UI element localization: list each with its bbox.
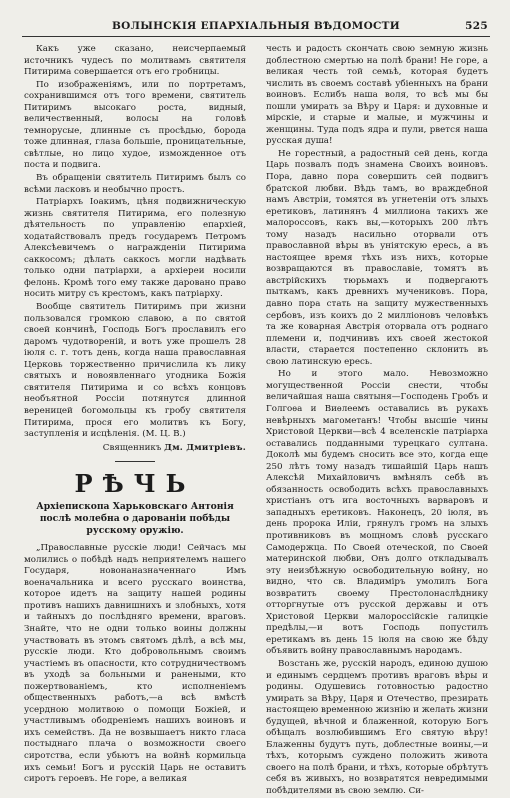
signature-name: Дм. Дмитріевъ. bbox=[164, 442, 246, 453]
left-column bbox=[24, 44, 246, 785]
speech-subtitle: Архіепископа Харьковскаго Антонія послѣ молебна о дарованіи побѣды русскому оружію. bbox=[36, 501, 234, 537]
section-divider bbox=[115, 461, 155, 462]
speech-title: РѢЧЬ bbox=[74, 469, 196, 499]
paragraph: По изображеніямъ, или по портретамъ, сохранившимся отъ того времени, святитель Питиримъ высокаго роста, видный, величественный, волосы на головѣ темнорусые, длинные съ просѣдью, борода тоже длинная, глаза большіе, проницательные, свѣтлые, но лицо худое, изможденное отъ поста и подвига. bbox=[24, 79, 246, 171]
paragraph: Не горестный, а радостный сей день, когда Царь позвалъ подъ знамена Своихъ воиновъ. Пора, давно пора совершить сей подвигъ братской любви. Вѣдь тамъ, во враждебной намъ Австріи, томятся въ угнетеніи отъ злыхъ еретиковъ, латинянъ 4 миллиона такихъ же малороссовъ, какъ вы,—которыхъ 200 лѣтъ тому назадъ насильно оторвали отъ православной вѣры въ унiятскую ересь, а въ настоящее время тѣхъ изъ нихъ, которые возвращаются въ православіе, томятъ въ австрійскихъ тюрьмахъ и подвергаютъ пыткамъ, какъ древнихъ мучениковъ. Пора, давно пора стать на защиту мужественныхъ сербовъ, изъ коихъ до 2 милліоновъ человѣкъ та же коварная Австрія оторвала отъ роднаго племени и, подчинивъ ихъ своей жестокой власти, старается постепенно склонить въ свою латинскую ересь. bbox=[266, 148, 488, 367]
page-header bbox=[22, 18, 490, 37]
journal-title: ВОЛЫНСКІЯ ЕПАРХІАЛЬНЫЯ ВѢДОМОСТИ bbox=[111, 20, 401, 32]
signature-prefix: Священникъ bbox=[102, 442, 162, 453]
page-number: 525 bbox=[465, 20, 488, 32]
right-column bbox=[266, 44, 488, 796]
paragraph: Возстань же, русскій народъ, единою душою и единымъ сердцемъ противъ враговъ вѣры и родины. Одушевись готовностью радостно умирать за Вѣру, Царя и Отечество, презирать настоящею временною жизнію и желать жизни будущей, вѣчной и блаженной, которую Богъ обѣщалъ возлюбившимъ Его святую вѣру! Блаженны будутъ путь, доблестные воины,—и тѣхъ, которымъ суждено положить живота своего на полѣ брани, и тѣхъ, которые обрѣтутъ себя въ живыхъ, но возвратятся невредимыми побѣдителями въ свою землю. Си- bbox=[266, 658, 488, 796]
paragraph: честь и радость скончать свою земную жизнь доблестною смертью на полѣ брани! Не горе, а великая честь той семьѣ, которая будетъ числить въ своемъ составѣ убіенныхъ на брани воиновъ. Еслибъ наша воля, то всѣ мы бы пошли умирать за Вѣру и Царя: и духовные и мірскіе, и старые и малые, и мужчины и женщины. Туда подъ ядра и пули, рвется наша русская душа! bbox=[266, 44, 488, 147]
paragraph: Патріархъ Іоакимъ, цѣня подвижническую жизнь святителя Питирима, его полезную дѣятельность по управленію епархіей, ходатайствовалъ предъ государемъ Петромъ Алексѣевичемъ о награжденіи Питирима саккосомъ; дѣлать саккосъ могли надѣвать только одни патріархи, а архіереи носили фелонь. Кромѣ того ему также даровано право носить митру съ крестомъ, какъ патріарху. bbox=[24, 197, 246, 300]
paragraph: „Православные русскіе люди! Сейчасъ мы молились о побѣдѣ надъ неприятелемъ нашего Государя, новонаназначеннаго Имъ военачальника и всего русскаго воинства, которое идетъ на защиту нашей родины противъ нашихъ давнишнихъ и злобныхъ, хотя и тайныхъ до послѣдняго времени, враговъ. Знайте, что не одни только воины должны участвовать въ этомъ святомъ дѣлѣ, а всѣ мы, русскіе люди. Кто добровольнымъ своимъ участіемъ въ опасности, кто сотрудничествомъ въ уходѣ за больными и ранеными, кто пожертвованіемъ, кто исполненіемъ общественныхъ работъ,—а всѣ вмѣстѣ усердною молитвою о помощи Божіей, и участливымъ ободреніемъ нашихъ воиновъ и ихъ семействъ. Да не возвышаетъ никто гласа постыднаго плача о возможности своего сиротства, если убьютъ на войнѣ кормильца ихъ семьи! Богъ и русскій Царь не оставитъ сиротъ героевъ. Не горе, а великая bbox=[24, 543, 246, 785]
author-signature bbox=[24, 443, 246, 455]
paragraph: Въ обращеніи святитель Питиримъ былъ со всѣми ласковъ и необычно простъ. bbox=[24, 173, 246, 195]
paragraph: Но и этого мало. Невозможно могущественной Россіи снести, чтобы величайшая наша святыня—Господень Гробъ и Голгоѳа и Виѳлеемъ оставались въ рукахъ невѣрныхъ магометанъ! Чтобы высшіе чины Христовой Церкви—всѣ 4 вселенскіе патріарха оставались подданными турецкаго султана. Доколѣ мы будемъ сносить все это, когда еще 250 лѣтъ тому назадъ тишайшій Царь нашъ Алексѣй Михайловичъ вмѣнялъ себѣ въ обязанность освободить всѣхъ православныхъ христіанъ отъ ига восточныхъ варваровъ и западныхъ еретиковъ. Наконецъ, 20 іюля, въ день пророка Иліи, грянулъ громъ на злыхъ противниковъ въ мощномъ словѣ русскаго Самодержца. По Своей отеческой, по Своей материнской любви, Онъ долго откладывалъ эту неизбѣжную освободительную войну, но видно, что св. Владиміръ умолилъ Бога возвратить своему Престолонаслѣднику отторгнутые отъ русской державы и отъ Христовой Церкви малороссійскіе галицкіе предѣлы,—и вотъ Господь попустилъ еретикамъ въ день 15 іюля на свою же бѣду объявить войну православнымъ народамъ. bbox=[266, 369, 488, 657]
paragraph: Вообще святитель Питиримъ при жизни пользовался громкою славою, а по святой своей кончинѣ, Господь Богъ прославилъ его даромъ чудотвореній, и вотъ уже прошелъ 28 іюля с. г. тотъ день, когда наша православная Церковь торжественно причислила къ лику святыхъ и новоявленнаго угодника Божія святителя Питирима и со всѣхъ концовъ необъятной Россіи потянутся длинной вереницей богомольцы къ гробу святителя Питирима, прося его молитвъ къ Богу, заступленія и исцѣленія. (М. Ц. В.) bbox=[24, 302, 246, 440]
paragraph: Какъ уже сказано, неисчерпаемый источникъ чудесъ по молитвамъ святителя Питирима совершается отъ его гробницы. bbox=[24, 44, 246, 78]
